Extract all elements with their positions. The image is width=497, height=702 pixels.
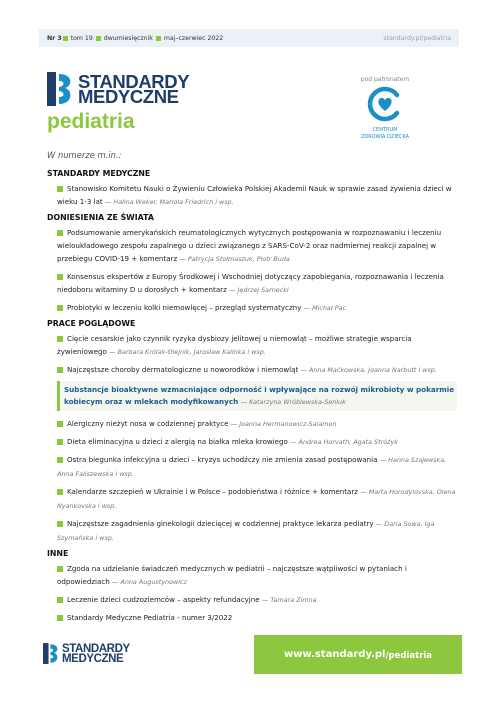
bullet-icon (57, 566, 63, 572)
item-author: — Marta Horodylovska, Olena Nyankovska i wsp. (57, 488, 456, 510)
bullet-icon (57, 274, 63, 280)
highlight-author: — Katarzyna Wróblewska-Seniuk (240, 398, 346, 406)
volume: tom 19 (70, 34, 93, 42)
list-item[interactable] (57, 182, 457, 209)
item-author: — Anna Augustynowicz (112, 578, 187, 586)
bullet-icon (57, 186, 63, 192)
bullet-icon (57, 230, 63, 236)
bullet-icon (57, 615, 63, 621)
bullet-icon (57, 336, 63, 342)
patron-name-line-1: CENTRUM (372, 127, 398, 133)
bullet-icon (57, 489, 63, 495)
section-title: STANDARDY MEDYCZNE (47, 169, 151, 178)
item-author: — Joanna Hermanowicz-Salamon (230, 420, 337, 428)
list-item[interactable] (57, 417, 457, 431)
item-author: — Tamara Zimna (261, 596, 317, 604)
list-item[interactable] (57, 453, 457, 481)
bullet-icon (57, 367, 63, 373)
list-item[interactable] (57, 485, 457, 513)
section-title: PRACE POGLĄDOWE (47, 319, 136, 328)
section-title: DONIESIENIA ZE ŚWIATA (47, 213, 154, 222)
bullet-icon (96, 36, 101, 41)
patronage-label: pod patronatem (360, 76, 410, 83)
bullet-icon (57, 305, 63, 311)
item-author: — Hanna Szajewska, Anna Faliszewska i wsp. (57, 456, 447, 478)
standardy-medyczne-logo (47, 72, 189, 106)
list-item[interactable] (57, 270, 457, 297)
logo-mark-icon (43, 643, 59, 664)
item-author: — Daria Sowa, Iga Szymańska i wsp. (57, 520, 435, 542)
list-item[interactable] (57, 593, 457, 607)
item-title: Najczęstsze choroby dermatologiczne u noworodków i niemowląt (67, 365, 299, 374)
list-item[interactable] (57, 517, 457, 545)
heart-logo-icon (367, 86, 403, 122)
item-title: Stanowisko Komitetu Nauki o Żywieniu Człowieka Polskiej Akademii Nauk w sprawie zasad żywienia dzieci w wieku 1-3 lat (57, 184, 452, 206)
item-title: Najczęstsze zagadnienia ginekologii dziecięcej w codziennej praktyce lekarza pediatry (67, 519, 374, 528)
frequency: dwumiesięcznik (103, 34, 153, 42)
item-title: Dieta eliminacyjna u dzieci z alergią na białka mleka krowiego (67, 437, 288, 446)
bullet-icon (57, 521, 63, 527)
list-item[interactable] (57, 435, 457, 449)
bullet-icon (57, 457, 63, 463)
list-item[interactable] (57, 332, 457, 359)
list-item[interactable] (57, 562, 457, 589)
bullet-icon (57, 597, 63, 603)
highlighted-article[interactable] (57, 381, 457, 411)
item-author: — Andrea Horvath, Agata Stróżyk (290, 438, 398, 446)
patron-name-line-2: ZDROWIA DZIECKA (360, 133, 410, 140)
item-title: Probiotyki w leczeniu kolki niemowlęcej – przegląd systematyczny (67, 303, 302, 312)
bullet-icon (57, 439, 63, 445)
item-title: Konsensus ekspertów z Europy Środkowej i Wschodniej dotyczący zapobiegania, rozpoznawania i leczenia niedoboru witaminy D u dorosłych + komentarz (57, 272, 444, 294)
site-link[interactable]: standardy.pl/pediatria (383, 34, 451, 42)
item-title: Leczenie dzieci cudzoziemców – aspekty refundacyjne (67, 595, 260, 604)
item-title: Kalendarze szczepień w Ukrainie i w Polsce – podobieństwa i różnice + komentarz (67, 487, 358, 496)
brand-line-2: MEDYCZNE (78, 86, 179, 107)
issue-info-bar (39, 29, 459, 47)
list-item[interactable] (57, 226, 457, 266)
brand-line-1: STANDARDY (78, 71, 190, 92)
footer-brand-line-1: STANDARDY (62, 642, 130, 655)
bullet-icon (57, 421, 63, 427)
bullet-icon (63, 36, 68, 41)
footer-logo (43, 643, 130, 664)
item-title: Alergiczny nieżyt nosa w codziennej praktyce (67, 419, 229, 428)
list-item[interactable] (57, 301, 457, 315)
highlight-title: Substancje bioaktywne wzmacniające odporność i wpływające na rozwój mikrobioty w pokarmie kobiecym oraz w mlekach modyfikowanych (64, 385, 455, 406)
section-title: INNE (47, 549, 69, 558)
footer-brand-line-2: MEDYCZNE (62, 652, 124, 665)
item-author: — Barbara Królak-Olejnik, Jarosław Kalinka i wsp. (109, 348, 266, 356)
intro-text: W numerze m.in.: (47, 150, 122, 160)
issue-number: Nr 3 (47, 34, 62, 42)
footer-url-link[interactable] (254, 635, 462, 674)
item-title: Podsumowanie amerykańskich reumatologicznych wytycznych postępowania w rozpoznawaniu i leczeniu wieloukładowego zespołu zapalnego u dzieci związanego z SARS-CoV-2 oraz nadmiernej reakcji zapalnej w przebiegu COVID-19 + komentarz (57, 228, 442, 263)
item-author: — Jędrzej Sarnecki (229, 286, 289, 294)
footer-url-main: www.standardy.pl (283, 649, 386, 660)
item-title: Zgoda na udzielanie świadczeń medycznych w pediatrii – najczęstsze wątpliwości w pytaniach i odpowiedziach (57, 564, 407, 586)
item-title: Cięcie cesarskie jako czynnik ryzyka dysbiozy jelitowej u niemowląt – możliwe strategie wsparcia żywieniowego (57, 334, 412, 356)
table-of-contents (47, 150, 457, 628)
bullet-icon (156, 36, 161, 41)
list-item[interactable] (57, 611, 457, 624)
item-author: — Michał Pac (303, 304, 346, 312)
list-item[interactable] (57, 363, 457, 377)
item-author: — Halina Weker, Mariola Friedrich i wsp. (104, 198, 234, 206)
footer-url-path: /pediatria (385, 650, 433, 661)
item-author: — Patrycja Stolmaszuk, Piotr Buda (179, 255, 290, 263)
period: maj–czerwiec 2022 (163, 34, 224, 42)
journal-section-title: pediatria (47, 110, 135, 133)
item-author: — Anna Maćkowska, Joanna Narbutt i wsp. (300, 366, 437, 374)
item-title: Ostra biegunka infekcyjna u dzieci – kryzys uchodźczy nie zmienia zasad postępowania (67, 455, 378, 464)
logo-mark-icon (47, 72, 73, 106)
patronage-block (350, 76, 420, 140)
item-title: Standardy Medyczne Pediatria - numer 3/2022 (67, 613, 233, 622)
